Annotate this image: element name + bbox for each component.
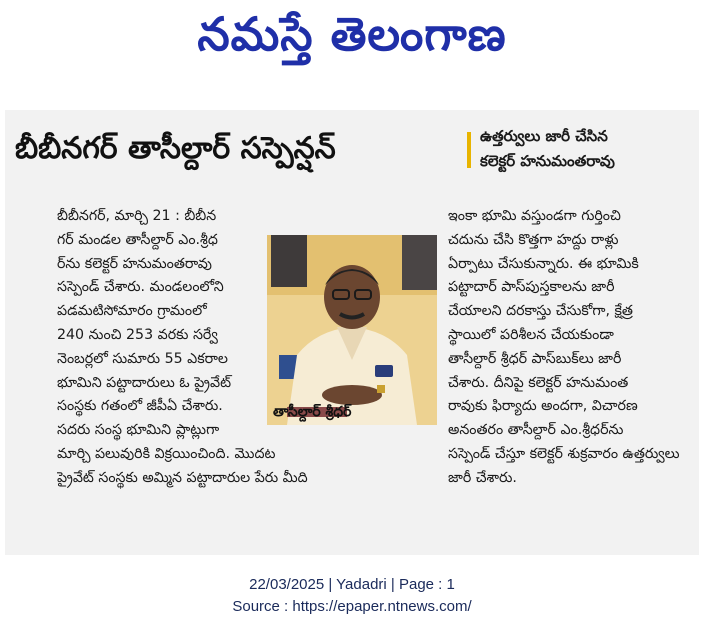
article-headline: బీబీనగర్ తాసీల్దార్ సస్పెన్షన్	[15, 131, 336, 166]
body-line: తాసీల్దార్ శ్రీధర్ పాస్‌బుక్‌లు జారీ	[448, 350, 622, 367]
article-subhead	[480, 124, 694, 174]
body-line: అనంతరం తాసీల్దార్ ఎం.శ్రీధర్‌ను	[448, 422, 624, 439]
article-left-column	[57, 205, 308, 491]
body-line: ర్‌ను కలెక్టర్ హనుమంతరావు	[57, 255, 212, 272]
tahsildar-photo	[267, 235, 437, 425]
body-line: భూమిని పట్టాదారులు ఓ ప్రైవేట్	[57, 374, 232, 391]
body-line: బీబీనగర్, మార్చి 21 : బీబీన	[57, 208, 217, 224]
source-link[interactable]: Source : https://epaper.ntnews.com/	[232, 598, 472, 615]
subhead-line: ఉత్తర్వులు జారీ చేసిన	[480, 127, 608, 145]
body-line: సంస్థకు గతంలో జీపీఏ చేశారు.	[57, 398, 223, 415]
body-line: ఇంకా భూమి వస్తుండగా గుర్తించి	[448, 208, 621, 224]
body-line: ఏర్పాటు చేసుకున్నారు. ఈ భూమికి	[448, 255, 639, 272]
body-line: నెంబర్లలో సుమారు 55 ఎకరాల	[57, 350, 228, 367]
body-line: సస్పెండ్ చేస్తూ కలెక్టర్ శుక్రవారం ఉత్తర్వులు	[448, 445, 680, 462]
body-line: గర్ మండల తాసీల్దార్ ఎం.శ్రీధ	[57, 231, 218, 248]
masthead	[0, 0, 704, 80]
portrait-image	[267, 235, 437, 425]
body-line: జారీ చేశారు.	[448, 469, 517, 486]
body-line: స్థాయిలో పరిశీలన చేయకుండా	[448, 326, 614, 343]
article-right-column	[448, 205, 694, 491]
body-line: పడమటిసోమారం గ్రామంలో	[57, 303, 207, 320]
subhead-line: కలెక్టర్ హనుమంతరావు	[480, 152, 615, 170]
body-line: 240 నుంచి 253 వరకు సర్వే	[57, 326, 218, 343]
clipping-footer	[0, 574, 704, 618]
newspaper-logo-title: నమస్తే తెలంగాణ	[197, 7, 507, 61]
body-line: చేయాలని దరకాస్తు చేసుకోగా, క్షేత్ర	[448, 303, 633, 320]
body-line: సస్పెండ్ చేశారు. మండలంలోని	[57, 279, 224, 296]
edition-info: 22/03/2025 | Yadadri | Page : 1	[249, 576, 455, 593]
body-line: ప్రైవేట్ సంస్థకు అమ్మిన పట్టాదారుల పేరు మీది	[57, 469, 308, 486]
body-line: సదరు సంస్థ భూమిని ప్లాట్లుగా	[57, 422, 220, 439]
body-line: రావుకు ఫిర్యాదు అందగా, విచారణ	[448, 398, 638, 415]
body-line: చేశారు. దీనిపై కలెక్టర్ హనుమంత	[448, 374, 629, 391]
body-line: మార్చి పలువురికి విక్రయించింది. మొదట	[57, 445, 276, 462]
photo-caption: తాసీల్దార్ శ్రీధర్	[273, 404, 352, 420]
body-line: పట్టాదార్ పాస్‌పుస్తకాలను జారీ	[448, 279, 615, 296]
newspaper-clipping	[5, 110, 699, 555]
headline-divider	[467, 132, 471, 168]
body-line: చదును చేసి కొత్తగా హద్దు రాళ్లు	[448, 231, 619, 248]
